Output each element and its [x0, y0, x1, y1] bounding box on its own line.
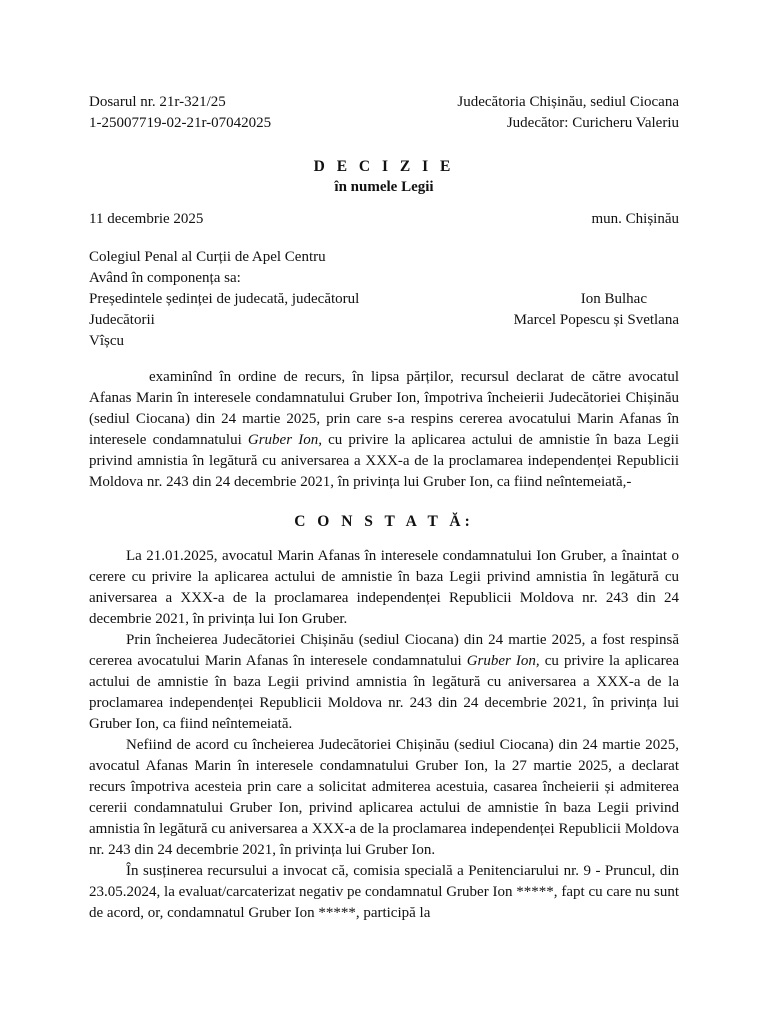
header-row-1	[89, 92, 679, 113]
intro-text-2: cu privire la aplicarea actului de amnistie în baza Legii privind amnistia în legătură cu aniversarea a XXX-a de la proclamarea independenței Republicii Moldova nr. 243 din 24 decembrie 2021, în privința lui Gruber Ion, ca fiind neîntemeiată,-	[89, 432, 680, 490]
paragraph-2-text-2: cu privire la aplicarea actului de amnistie în baza Legii privind amnistia în legătură cu aniversarea a XXX-a de la proclamarea independenței Republicii Moldova nr. 243 din 24 decembrie 2021, în privința lui Gruber Ion, ca fiind neîntemeiată.	[89, 653, 679, 732]
document-title: D E C I Z I E	[313, 158, 455, 175]
document-subtitle: în numele Legii	[334, 179, 434, 195]
judge-name: Judecător: Curicheru Valeriu	[506, 115, 679, 131]
panel-composition: Având în componența sa:	[89, 270, 241, 286]
constata-heading: C O N S T A T Ă:	[294, 513, 474, 530]
decision-date: 11 decembrie 2025	[89, 211, 204, 227]
court-name: Judecătoria Chișinău, sediul Ciocana	[457, 94, 679, 110]
paragraph-2-italic: Gruber Ion,	[466, 653, 540, 669]
intro-paragraph	[89, 367, 679, 493]
judges-names: Marcel Popescu și Svetlana	[513, 312, 679, 328]
paragraph-3: Nefiind de acord cu încheierea Judecătoriei Chișinău (sediul Ciocana) din 24 martie 2025, avocatul Afanas Marin în interesele condamnatului Gruber Ion, la 27 martie 2025, a declarat recurs împotriva acesteia prin care a solicitat admiterea acestuia, casarea încheierii și admiterea cererii condamnatului Gruber Ion, privind aplicarea actului de amnistie în baza Legii privind amnistia în legătură cu aniversarea a XXX-a de la proclamarea independenței Republicii Moldova nr. 243 din 24 decembrie 2021, în privința lui Gruber Ion.	[89, 737, 679, 858]
case-number: Dosarul nr. 21r-321/25	[89, 94, 226, 110]
judges-names-cont: Vîșcu	[89, 333, 124, 349]
judges-label: Judecătorii	[89, 312, 155, 328]
paragraph-2	[89, 630, 679, 735]
paragraph-1: La 21.01.2025, avocatul Marin Afanas în interesele condamnatului Ion Gruber, a înaintat o cerere cu privire la aplicarea actului de amnistie în baza Legii privind amnistia în legătură cu aniversarea a XXX-a de la proclamarea independenței Republicii Moldova nr. 243 din 24 decembrie 2021, în privința lui Ion Gruber.	[89, 548, 679, 627]
paragraph-4: În susținerea recursului a invocat că, comisia specială a Penitenciarului nr. 9 - Pruncul, din 23.05.2024, la evaluat/carcaterizat negativ pe condamnatul Gruber Ion *****, fapt cu care nu sunt de acord, or, condamnatul Gruber Ion *****, participă la	[89, 863, 679, 921]
case-code: 1-25007719-02-21r-07042025	[89, 115, 272, 131]
date-place-row	[89, 209, 679, 230]
president-name: Ion Bulhac	[580, 291, 647, 307]
document-page	[89, 92, 679, 924]
panel-president-row	[89, 289, 679, 310]
panel-college: Colegiul Penal al Curții de Apel Centru	[89, 249, 326, 265]
intro-italic: Gruber Ion,	[247, 432, 322, 448]
paragraph-2-text-1: Prin încheierea Judecătoriei Chișinău (sediul Ciocana) din 24 martie 2025, a fost respinsă cererea avocatului Marin Afanas în interesele condamnatului	[89, 632, 679, 669]
decision-place: mun. Chișinău	[591, 211, 679, 227]
panel-judges-row	[89, 310, 679, 331]
intro-text-1: examinînd în ordine de recurs, în lipsa părților, recursul declarat de către avocatul Afanas Marin în interesele condamnatului Gruber Ion, împotriva încheierii Judecătoriei Chișinău (sediul Ciocana) din 24 martie 2025, prin care s-a respins cererea avocatului Marin Afanas în interesele condamnatului	[89, 369, 679, 448]
header-row-2	[89, 113, 679, 134]
president-label: Președintele ședinței de judecată, judecătorul	[89, 291, 360, 307]
